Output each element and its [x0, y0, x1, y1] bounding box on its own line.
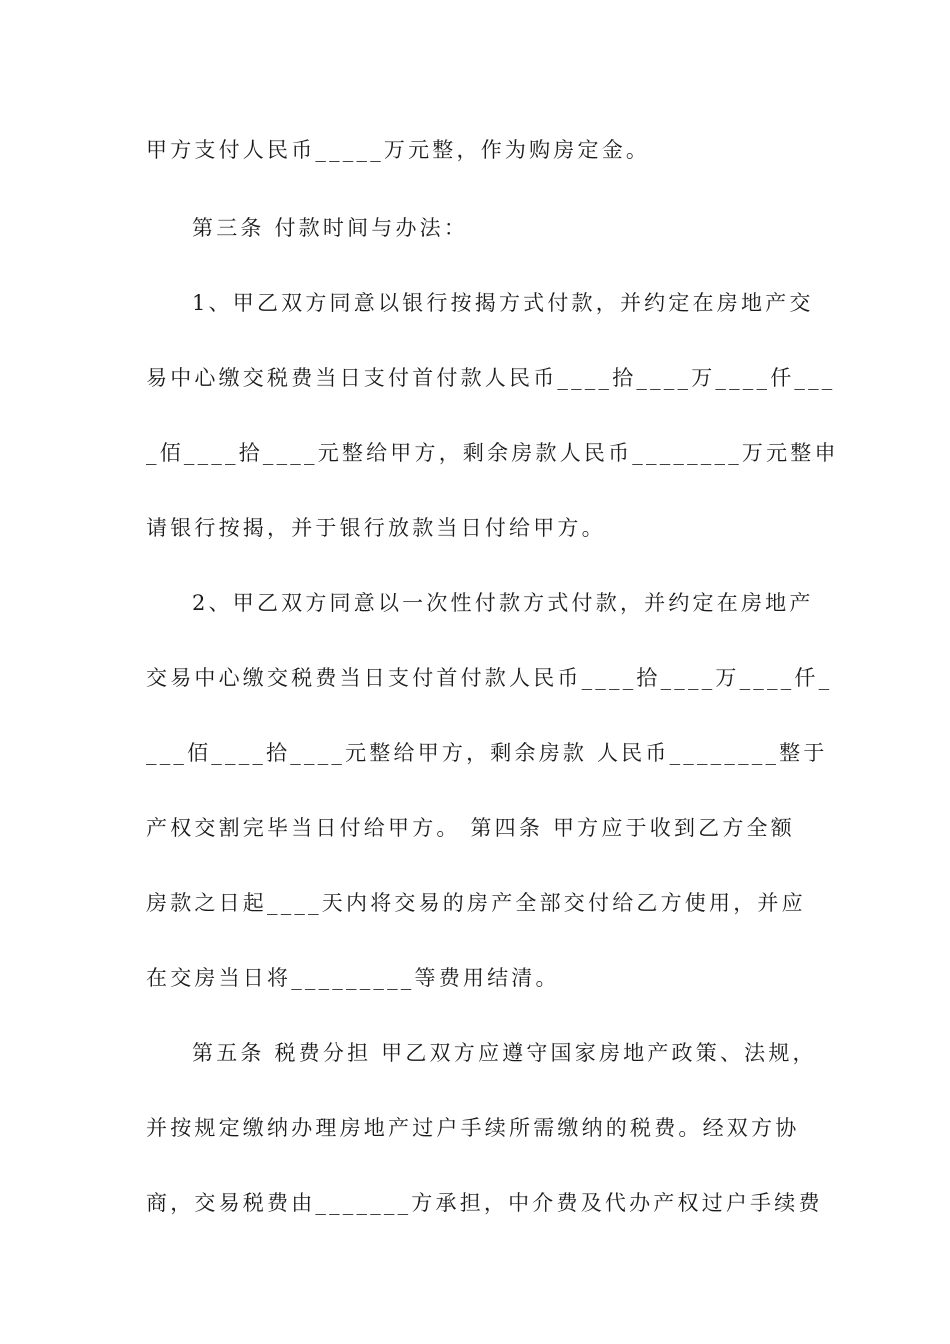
paragraph-line-11: 房款之日起____天内将交易的房产全部交付给乙方使用，并应 — [146, 891, 806, 915]
paragraph-line-7: 2、甲乙双方同意以一次性付款方式付款，并约定在房地产 — [192, 591, 814, 615]
paragraph-line-12: 在交房当日将_________等费用结清。 — [146, 966, 560, 990]
article-3-heading: 第三条 付款时间与办法： — [192, 216, 469, 240]
paragraph-line-5: _佰____拾____元整给甲方，剩余房款人民币________万元整申 — [146, 441, 839, 465]
paragraph-line-1: 甲方支付人民币_____万元整，作为购房定金。 — [146, 138, 651, 162]
paragraph-line-10: 产权交割完毕当日付给甲方。 第四条 甲方应于收到乙方全额 — [146, 816, 795, 840]
article-5-line: 第五条 税费分担 甲乙双方应遵守国家房地产政策、法规， — [192, 1041, 817, 1065]
paragraph-line-8: 交易中心缴交税费当日支付首付款人民币____拾____万____仟_ — [146, 666, 833, 690]
paragraph-line-15: 商，交易税费由_______方承担，中介费及代办产权过户手续费 — [146, 1191, 823, 1215]
paragraph-line-4: 易中心缴交税费当日支付首付款人民币____拾____万____仟___ — [146, 366, 836, 390]
paragraph-line-9: ___佰____拾____元整给甲方，剩余房款 人民币________整于 — [146, 741, 828, 765]
paragraph-line-6: 请银行按揭，并于银行放款当日付给甲方。 — [146, 516, 606, 540]
paragraph-line-3: 1、甲乙双方同意以银行按揭方式付款，并约定在房地产交 — [192, 291, 814, 315]
paragraph-line-14: 并按规定缴纳办理房地产过户手续所需缴纳的税费。经双方协 — [146, 1116, 800, 1140]
